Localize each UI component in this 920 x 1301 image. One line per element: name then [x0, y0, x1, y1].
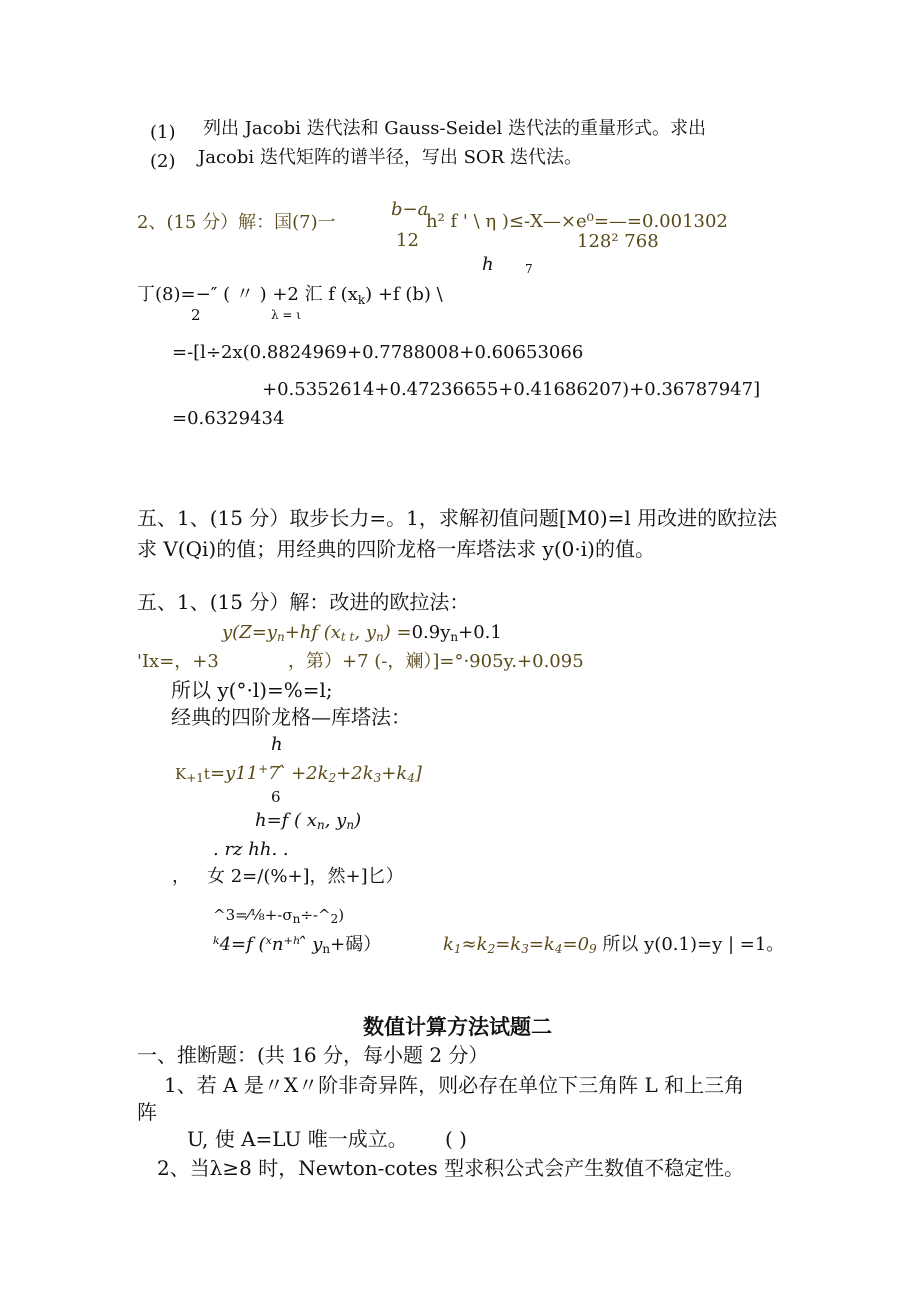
- q2-expression: h² f ' \ η )≤-X—×e⁰=—=0.001302: [426, 211, 728, 232]
- q2-sub-h: h: [482, 254, 494, 275]
- q5-rk-heading: 经典的四阶龙格—库塔法：: [171, 705, 411, 729]
- item-1-number: (1): [150, 122, 176, 143]
- q5-k-result: k1≈k2=k3=k4=09 所以 y(0.1)=y | =1。: [443, 934, 785, 956]
- item-2-text: Jacobi 迭代矩阵的谱半径，写出 SOR 迭代法。: [198, 147, 582, 168]
- q2-t8-line: 丁(8)=−″ ( 〃 ) +2 汇 f $(x_k) +f$ (b) \: [137, 284, 443, 307]
- q2-fraction-denominator: 12: [396, 230, 419, 251]
- q5-euler-eq-2-right: ，第）+7 (-，斓）]=°·905y.+0.095: [288, 651, 584, 672]
- exam-q1-line-2: 阵: [137, 1100, 157, 1124]
- q5-rz-line: . rz hh. .: [213, 839, 289, 860]
- q5-rk-denominator: 6: [271, 788, 281, 806]
- q2-t8-sub-index: λ = ι: [271, 308, 301, 322]
- exam-q1-line-1: 1、若 A 是〃X〃阶非奇异阵，则必存在单位下三角阵 L 和上三角: [164, 1073, 745, 1097]
- q5-k2-line: 女 2=/(%+]，然+]匕）: [207, 866, 404, 887]
- q5-k3-line: $\^{}3=⁄\frac{1}{8}+-\sigma_n\div-\^{}_2$): [213, 906, 345, 926]
- q5-solution-heading: 五、1、(15 分）解：改进的欧拉法：: [137, 590, 470, 614]
- q2-t8-sub-2: 2: [191, 306, 201, 324]
- q5-rk-formula: K+1t=y11+7 ̂ +2k2+2k3+k4]: [175, 762, 422, 785]
- q5-k4-line: ᵏ4=f (ˣn⁺ʰ ̂ yn+碣）: [213, 934, 382, 956]
- q2-calc-line-1: =-[l÷2x(0.8824969+0.7788008+0.60653066: [172, 342, 584, 363]
- q2-right-denominator: 128² 768: [577, 231, 659, 252]
- item-2-number: (2): [150, 151, 176, 172]
- exam-title: 数值计算方法试题二: [363, 1015, 552, 1039]
- q5-k1-formula: h=f ( xn, yn): [255, 810, 362, 832]
- q2-calc-result: =0.6329434: [172, 408, 285, 429]
- q5-problem-line-2: 求 V(Qi)的值；用经典的四阶龙格一库塔法求 y(0·i)的值。: [137, 537, 655, 561]
- q5-so-line: 所以 y(°·l)=%=l;: [171, 678, 333, 702]
- q2-label: 2、(15 分）解：国(7)一: [137, 212, 336, 233]
- exam-section-heading: 一、推断题：(共 16 分，每小题 2 分）: [137, 1043, 489, 1067]
- q2-fraction-numerator: b−a: [391, 199, 429, 220]
- item-1-text: 列出 Jacobi 迭代法和 Gauss-Seidel 迭代法的重量形式。求出: [203, 118, 706, 139]
- q5-rk-h: h: [271, 734, 283, 755]
- exam-q1-line-3: U, 使 A=LU 唯一成立。: [187, 1127, 408, 1151]
- exam-q1-answer-blank: ( ): [445, 1127, 467, 1151]
- q5-euler-eq-1: y(Z=yn+hf (xt t, yn) =0.9yn+0.1: [222, 622, 502, 644]
- q2-sub-7: 7: [525, 262, 533, 276]
- q5-problem-line-1: 五、1、(15 分）取步长力=。1，求解初值问题[M0)=l 用改进的欧拉法: [137, 506, 778, 530]
- q5-k2-comma: ，: [172, 866, 190, 887]
- exam-q2-line: 2、当λ≥8 时，Newton-cotes 型求积公式会产生数值不稳定性。: [157, 1156, 745, 1180]
- q5-euler-eq-2-left: 'Ix=，+3: [137, 651, 219, 672]
- q2-calc-line-2: +0.5352614+0.47236655+0.41686207)+0.36787947]: [262, 379, 761, 400]
